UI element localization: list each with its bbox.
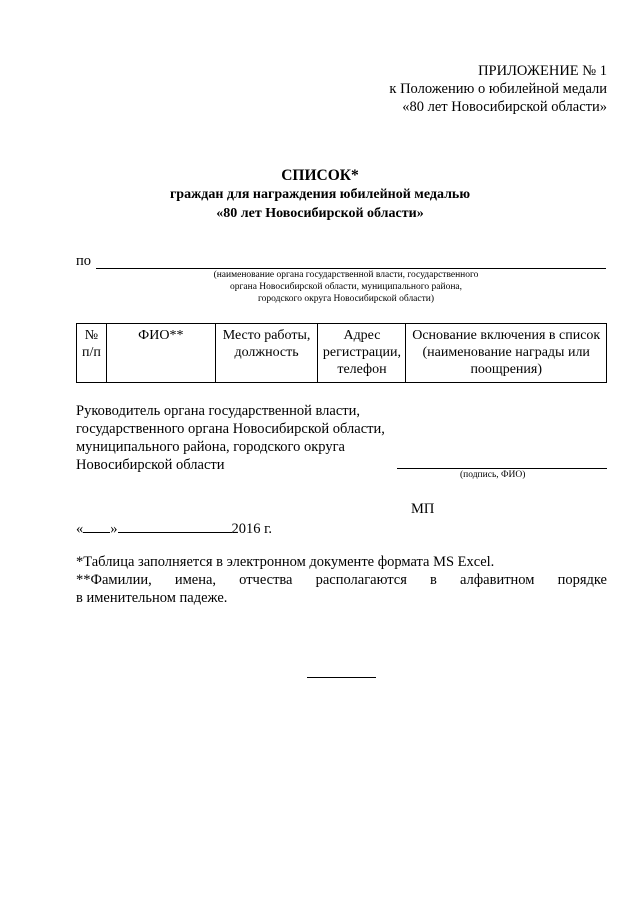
signature-hint: (подпись, ФИО) [460,470,526,480]
date-field [76,518,272,538]
signature-line [397,468,607,469]
hint-line: органа Новосибирской области, муниципального района, [230,282,462,292]
footnote-alphabetical: **Фамилии, имена, отчества располагаются в алфавитном порядке [76,572,607,588]
appendix-medal-name: «80 лет Новосибирской области» [402,99,607,115]
hint-line: (наименование органа государственной власти, государственного [213,270,479,280]
column-header-workplace: Место работы, должность [215,324,318,383]
title-subtitle: граждан для награждения юбилейной медалью [169,187,471,202]
date-year: 2016 г. [231,521,273,537]
title-main: СПИСОК* [281,167,359,184]
nominees-table [76,323,607,383]
column-header-address: Адрес регистрации, телефон [318,324,406,383]
organization-name-hint [176,269,516,305]
footnote-alphabetical-continued: в именительном падеже. [76,590,228,606]
footnotes [76,553,607,607]
column-header-basis: Основание включения в список (наименование награды или поощрения) [406,324,607,383]
appendix-header [389,62,607,116]
column-header-number: № п/п [77,324,107,383]
closing-separator [307,677,376,678]
date-quote-close: » [110,521,118,537]
head-line: Новосибирской области [76,457,225,473]
appendix-reference: к Положению о юбилейной медали [389,81,607,97]
title-medal: «80 лет Новосибирской области» [216,206,424,221]
footnote-excel: *Таблица заполняется в электронном документе формата MS Excel. [76,554,495,570]
document-title [0,166,640,223]
table-header-row [77,324,607,383]
column-header-name: ФИО** [106,324,215,383]
head-of-organization [76,402,385,474]
appendix-number: ПРИЛОЖЕНИЕ № 1 [478,63,607,79]
head-line: муниципального района, городского округа [76,439,345,455]
stamp-label: МП [411,501,435,517]
hint-line: городского округа Новосибирской области) [257,294,435,304]
po-label: по [76,253,92,269]
month-blank [118,518,232,533]
day-blank [83,518,110,533]
head-line: государственного органа Новосибирской области, [76,421,385,437]
date-quote-open: « [76,521,84,537]
head-line: Руководитель органа государственной власти, [76,403,360,419]
